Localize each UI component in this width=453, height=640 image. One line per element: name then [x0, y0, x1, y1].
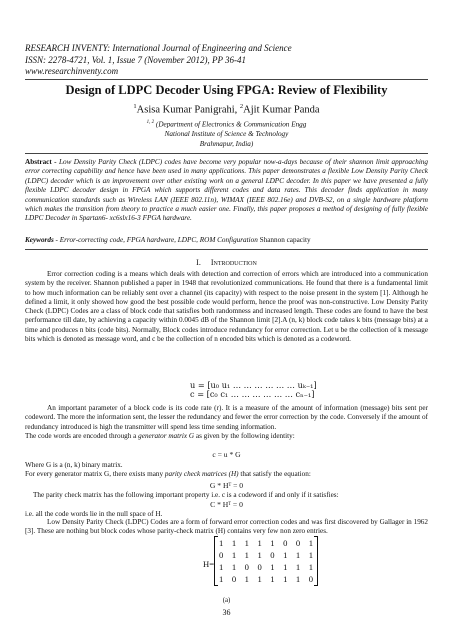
paragraph-text: Where G is a (n, k) binary matrix. — [25, 461, 123, 469]
intro-paragraph-3 — [25, 461, 428, 480]
matrix-entry: 1 — [244, 538, 249, 548]
author1-name: Asisa Kumar Panigrahi, — [136, 104, 240, 116]
matrix-entry: 1 — [308, 562, 313, 572]
matrix-entry: 1 — [257, 574, 262, 584]
matrix-entry: 0 — [295, 538, 301, 548]
matrix-row — [215, 561, 317, 573]
paragraph-text: Low Density Parity Check (LDPC) Codes are a form of forward error correction codes and was first discovered by Gallager in 1962 [3]. These are nothing but block codes whose parity-check matrix (H) contains very few non zero entries. — [25, 518, 428, 536]
keywords-tail: Shannon capacity — [259, 236, 311, 244]
journal-name: RESEARCH INVENTY: International Journal of Engineering and Science — [25, 43, 292, 53]
paragraph-text: Error correction coding is a means which deals with detection and correction of errors which are introduced into a communication system by the receiver. Shannon published a paper in 1948 that revolutionized communications. He found that there is a fundamental limit to how much information can be reliably sent over a channel (its capacity) with respect to the noise present in the system [1]. Although he defined a limit, it only showed how good the best possible code would perform, hence the proof was non-constructive. Low Density Parity Check (LDPC) Codes are a class of block code that satisfies both randomness and increased length. These codes are found to have the best performance till date, by achieving a capacity within 0.0045 dB of the Shannon limit [2].A (n, k) block code takes k bits (message bits) at a time and produces n bits (code bits). Normally, Block codes introduce redundancy for error correction. Let u be the collection of k message bits which is denoted as message word, and c be the collection of n encoded bits which is denoted as a codeword. — [25, 270, 428, 344]
matrix-entry: 0 — [257, 562, 262, 572]
matrix-entry: 1 — [231, 562, 237, 572]
matrix-entry: 0 — [283, 538, 288, 548]
message-word-formula: u = [u₀ u₁ … … … … … … uₖ₋₁] — [190, 380, 317, 390]
intro-paragraph-6 — [25, 518, 428, 537]
equation-gh: G * Hᵀ = 0 — [209, 481, 244, 490]
matrix-entry: 1 — [283, 562, 288, 572]
codeword-formula: c = [c₀ c₁ … … … … … … cₙ₋₁] — [190, 389, 315, 399]
paper-title: Design of LDPC Decoder Using FPGA: Review of Flexibility — [65, 83, 388, 97]
paragraph-text: The parity check matrix has the following important property i.e. c is a codeword if and only if it satisfies: — [33, 491, 339, 499]
matrix-entry: 1 — [270, 538, 275, 548]
abstract — [25, 158, 428, 224]
matrix-row — [215, 549, 317, 561]
author1-sup: 1 — [133, 103, 137, 110]
parity-term: parity check matrices (H) — [164, 470, 239, 479]
matrix-entry: 0 — [219, 550, 224, 560]
matrix-entry: 1 — [257, 538, 262, 548]
matrix-entry: 1 — [219, 562, 224, 572]
generator-post: as given by the following identity: — [194, 431, 295, 440]
abstract-top-divider — [25, 153, 428, 154]
matrix-entry: 1 — [308, 538, 313, 548]
page-number: 36 — [222, 608, 231, 617]
matrix-entry: 1 — [295, 562, 301, 572]
affil-sup: 1, 2 — [146, 120, 155, 125]
matrix-entry: 1 — [231, 550, 237, 560]
intro-paragraph-2 — [25, 404, 428, 441]
matrix-entry: 1 — [244, 574, 249, 584]
matrix-entry: 0 — [270, 550, 275, 560]
matrix-entry: 1 — [270, 562, 275, 572]
affil-location: Brahmapur, India) — [199, 140, 254, 149]
matrix-entry: 1 — [283, 574, 288, 584]
section-title: Introduction — [210, 258, 257, 267]
equation-ch: C * Hᵀ = 0 — [210, 500, 243, 509]
keywords-text: - Error-correcting code, FPGA hardware, LDPC, ROM Configuration — [53, 236, 260, 244]
abstract-label: Abstract - — [25, 158, 59, 166]
generator-term: generator matrix G — [138, 431, 195, 440]
author2-name: Ajit Kumar Panda — [243, 104, 320, 116]
abstract-text: Low Density Parity Check (LDPC) codes have become very popular now-a-days because of their shannon limit approaching error correcting capability and hence have been used in many applications. This paper demonstrates a flexible Low Density Parity Check (LDPC) decoder which is an improvement over other existing work on a general LDPC decoder. In this paper we have presented a fully flexible LDPC decoder design in FPGA which supports different codes and data rates. This decoder finds application in many communication standards such as Wireless LAN (IEEE 802.11n), WIMAX (IEEE 802.16e) and DVB-S2, on a single hardware platform which makes the transition from theory to practice a much easier one. Finally, this paper proposes a method of designing of fully flexible LDPC Decoder in Spartan6- xc6slx16-3 FPGA hardware. — [25, 158, 428, 223]
matrix-entry: 1 — [270, 574, 275, 584]
intro-paragraph-4 — [25, 491, 428, 500]
keywords-label: Keywords — [25, 236, 54, 244]
generator-sentence — [25, 432, 428, 441]
matrix-entry: 1 — [219, 574, 224, 584]
parity-check-matrix — [214, 537, 318, 585]
matrix-entry: 1 — [231, 538, 237, 548]
journal-header — [25, 43, 292, 78]
abstract-bottom-divider — [25, 249, 428, 250]
paragraph-text: An important parameter of a block code is its code rate (r). It is a measure of the amount of information (message) bits sent per codeword. The more the information sent, the lesser the redundancy and fewer the error correction by the code. Conversely if the amount of redundancy introduced is high the transmitter will spend less time sending information. — [25, 404, 428, 431]
journal-issn: ISSN: 2278-4721, Vol. 1, Issue 7 (November 2012), PP 36-41 — [25, 54, 247, 65]
matrix-entry: 0 — [308, 574, 313, 584]
affiliation — [20, 118, 433, 149]
matrix-row — [215, 537, 317, 549]
paragraph-text: i.e. all the code words lie in the null space of H. — [25, 510, 163, 518]
parity-post: that satisfy the equation: — [238, 470, 311, 479]
affil-institute: National Institute of Science & Technology — [164, 130, 289, 139]
matrix-entry: 1 — [308, 550, 313, 560]
section-number: I. — [196, 258, 201, 267]
author-line — [20, 103, 433, 116]
equation-encode: c = u * G — [212, 450, 241, 459]
matrix-label: H= — [203, 559, 215, 569]
keywords — [25, 236, 428, 245]
matrix-entry: 0 — [244, 562, 249, 572]
parity-sentence — [25, 470, 428, 479]
matrix-entry: 1 — [257, 550, 262, 560]
matrix-entry: 0 — [231, 574, 237, 584]
author2-sup: 2 — [239, 103, 244, 110]
matrix-entry: 1 — [295, 574, 301, 584]
matrix-entry: 1 — [295, 550, 301, 560]
matrix-entry: 1 — [283, 550, 288, 560]
figure-label: (a) — [222, 597, 231, 604]
generator-pre: The code words are encoded through a — [25, 431, 139, 440]
matrix-row — [215, 573, 317, 585]
section-heading — [0, 258, 453, 267]
codeword-definitions — [190, 381, 317, 399]
matrix-entry: 1 — [244, 550, 249, 560]
affil-department: (Department of Electronics & Communication Engg — [155, 120, 307, 129]
matrix-entry: 1 — [219, 538, 224, 548]
parity-pre: For every generator matrix G, there exists many — [25, 470, 165, 479]
intro-paragraph-1 — [25, 270, 428, 344]
header-divider — [25, 79, 428, 80]
journal-url: www.researchinventy.com — [25, 66, 119, 76]
